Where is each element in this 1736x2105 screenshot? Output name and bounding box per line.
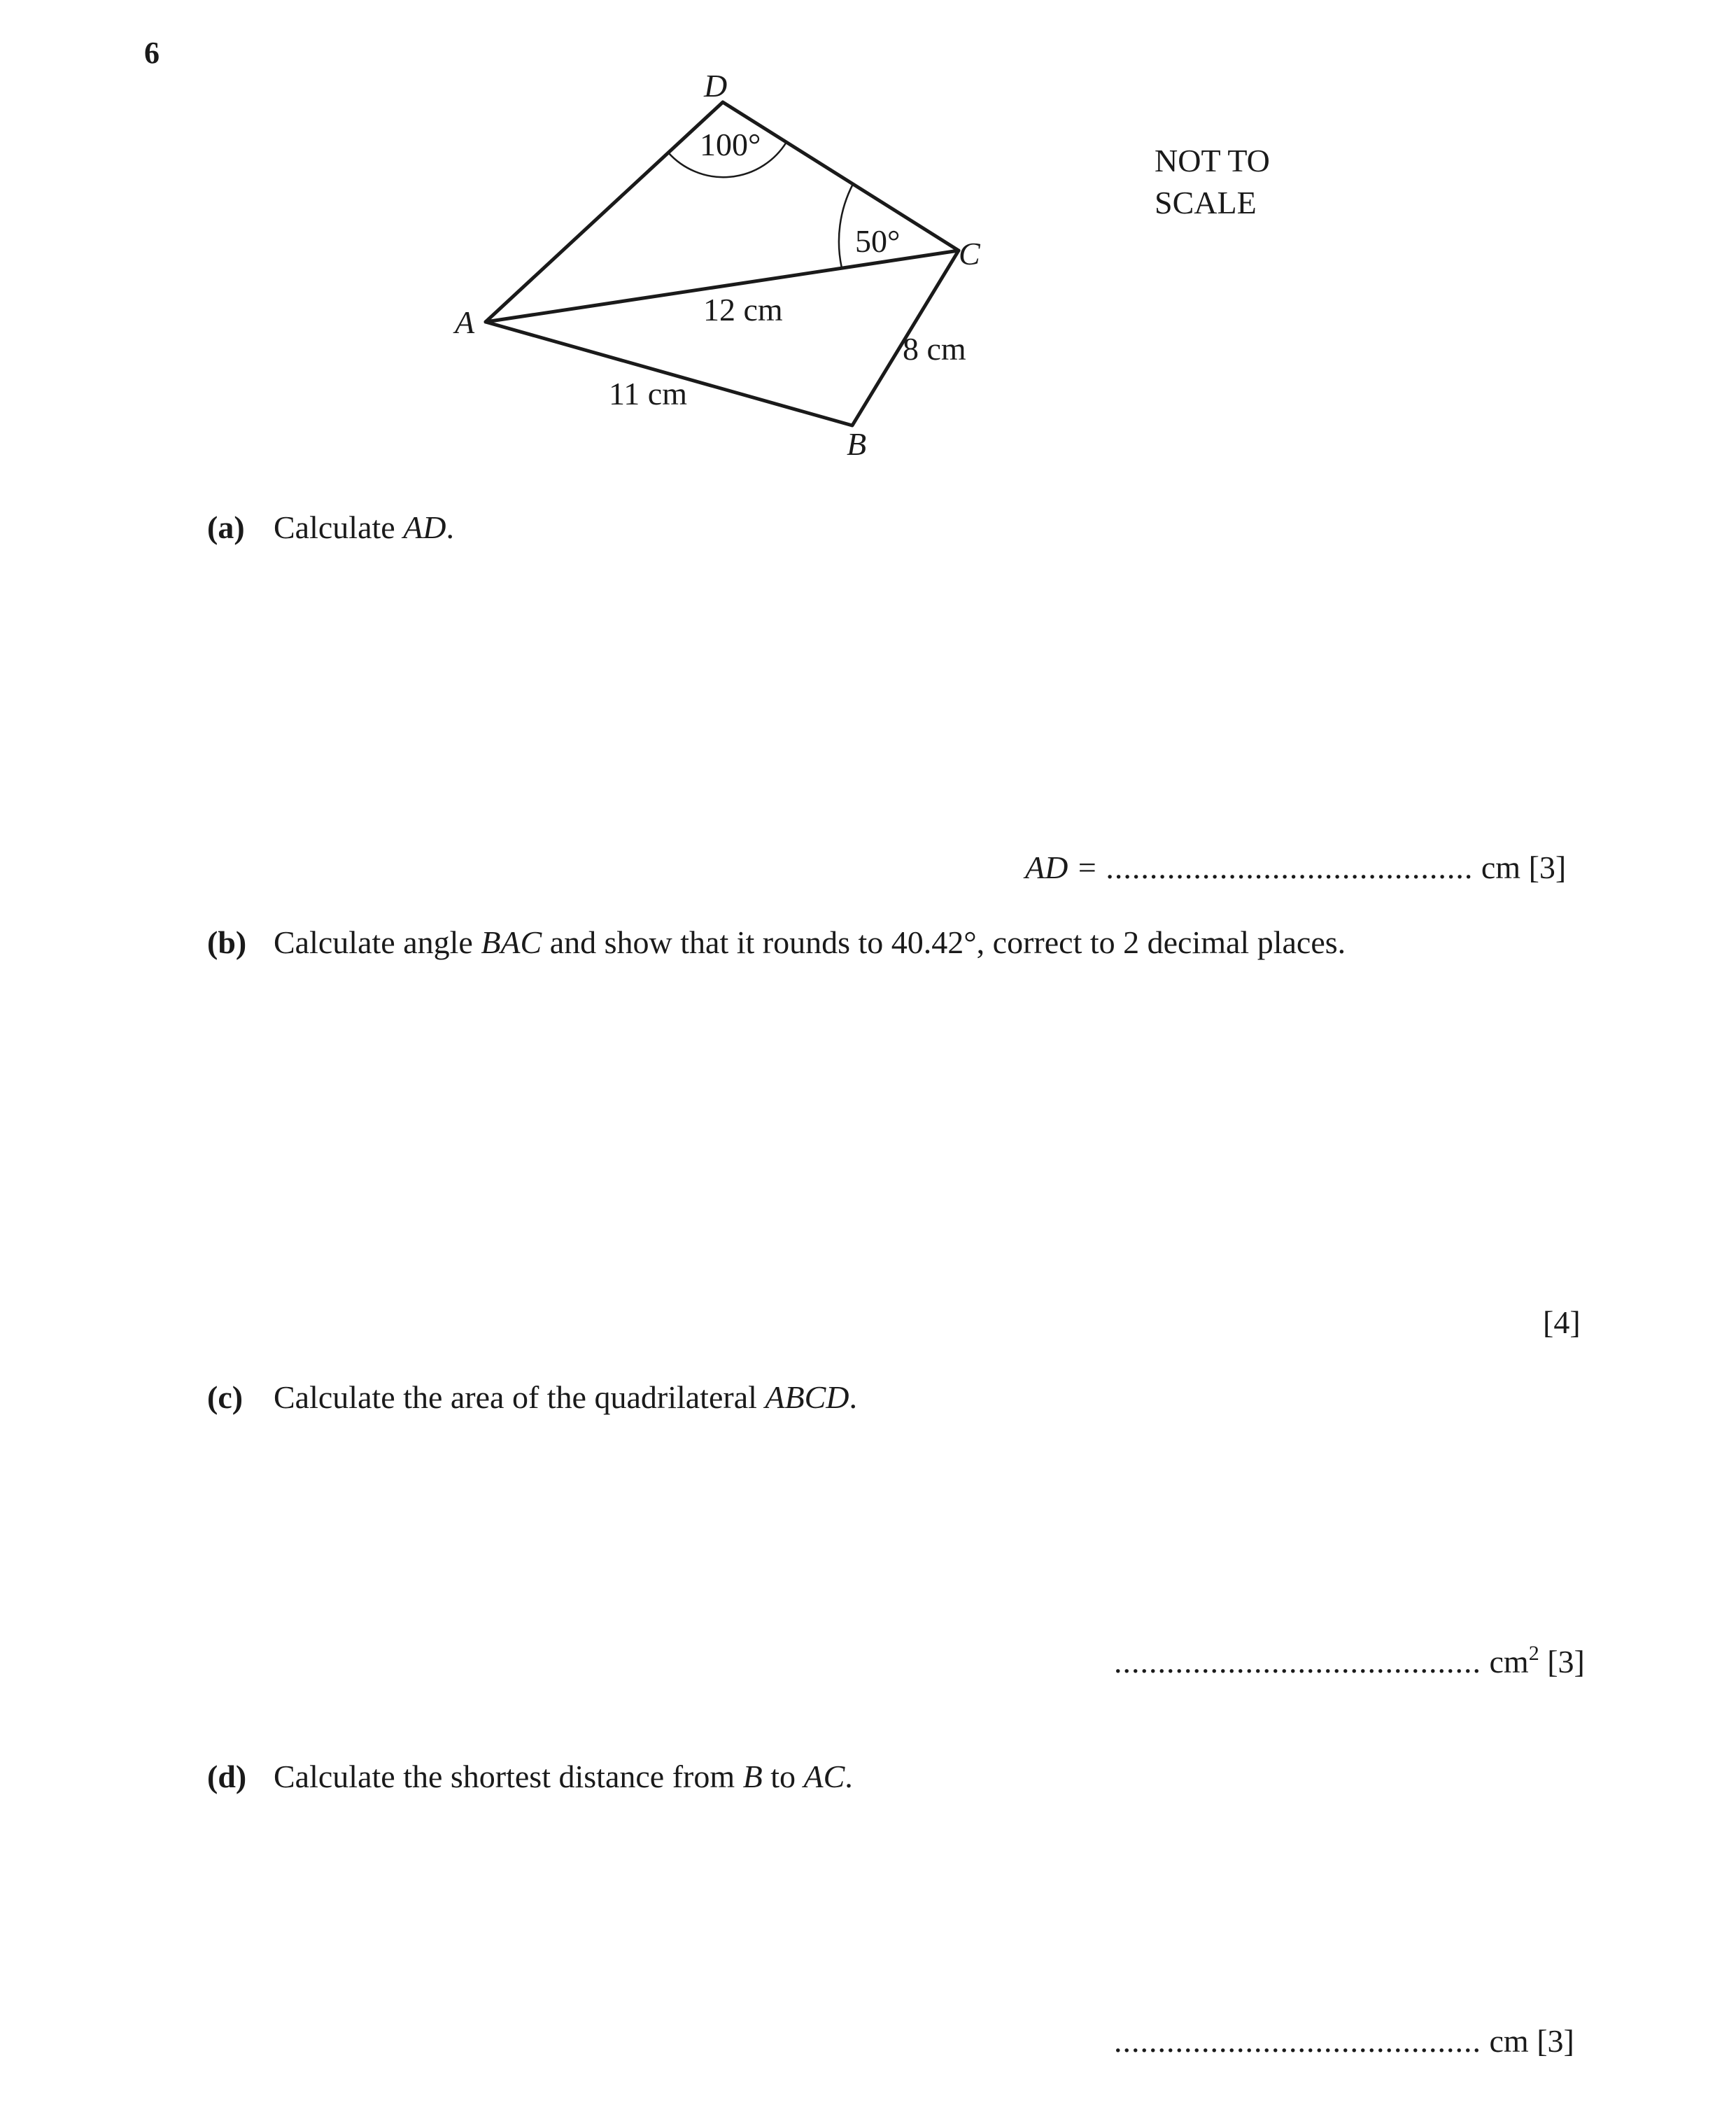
question-number: 6	[144, 36, 160, 70]
part-a-text-end: .	[446, 509, 455, 545]
angle-label-c: 50°	[855, 223, 901, 259]
vertex-label-c: C	[959, 236, 980, 272]
part-a-answer-unit: cm	[1481, 850, 1521, 885]
part-d-question	[207, 1758, 853, 1795]
part-a-question	[207, 509, 454, 546]
part-c-text: Calculate the area of the quadrilateral	[274, 1379, 765, 1415]
part-d-marks: [3]	[1537, 2023, 1574, 2059]
part-b-label: (b)	[207, 924, 247, 960]
part-d-answer-line	[1114, 2022, 1574, 2060]
part-c-italic: ABCD	[765, 1379, 849, 1415]
part-c-answer-unit-sup: 2	[1528, 1642, 1539, 1665]
note-line-1: NOT TO	[1155, 143, 1270, 178]
part-d-text-end: .	[845, 1759, 853, 1794]
not-to-scale-note	[1155, 140, 1270, 224]
part-d-text: Calculate the shortest distance from	[274, 1759, 743, 1794]
part-b-italic: BAC	[481, 924, 542, 960]
side-label-ac: 12 cm	[703, 292, 783, 328]
part-d-answer-dots[interactable]: ..........................................	[1114, 2023, 1481, 2059]
part-d-italic-2: AC	[803, 1759, 845, 1794]
part-b-text-end: and show that it rounds to 40.42°, correct to 2 decimal places.	[542, 924, 1346, 960]
part-a-text: Calculate	[274, 509, 404, 545]
part-b-question	[207, 924, 1346, 961]
angle-label-d: 100°	[700, 127, 761, 162]
part-d-text-mid: to	[762, 1759, 804, 1794]
part-d-label: (d)	[207, 1759, 247, 1794]
part-b-text: Calculate angle	[274, 924, 481, 960]
vertex-label-d: D	[704, 68, 728, 104]
vertex-label-b: B	[847, 426, 867, 462]
part-a-italic: AD	[403, 509, 446, 545]
part-c-question	[207, 1379, 857, 1416]
angle-arc-c	[839, 184, 853, 268]
part-a-label: (a)	[207, 509, 245, 545]
part-c-marks: [3]	[1547, 1644, 1585, 1680]
part-a-answer-line	[1025, 849, 1566, 886]
part-c-label: (c)	[207, 1379, 244, 1415]
part-a-answer-dots[interactable]: ..........................................	[1106, 850, 1474, 885]
part-c-text-end: .	[849, 1379, 858, 1415]
side-label-bc: 8 cm	[903, 331, 966, 367]
part-c-answer-unit: $cm^2$	[1489, 1642, 1539, 1680]
note-line-2: SCALE	[1155, 185, 1257, 220]
part-c-answer-dots[interactable]: ..........................................	[1114, 1644, 1481, 1680]
part-a-answer-prefix: AD =	[1025, 850, 1098, 885]
quadrilateral-diagram	[0, 0, 1736, 504]
part-a-marks: [3]	[1528, 850, 1567, 885]
vertex-label-a: A	[455, 304, 475, 340]
side-label-ab: 11 cm	[609, 376, 687, 411]
part-c-answer-line	[1114, 1643, 1585, 1680]
part-b-marks: [4]	[1543, 1304, 1581, 1340]
part-d-italic-1: B	[742, 1759, 763, 1794]
part-d-answer-unit: cm	[1489, 2023, 1529, 2059]
